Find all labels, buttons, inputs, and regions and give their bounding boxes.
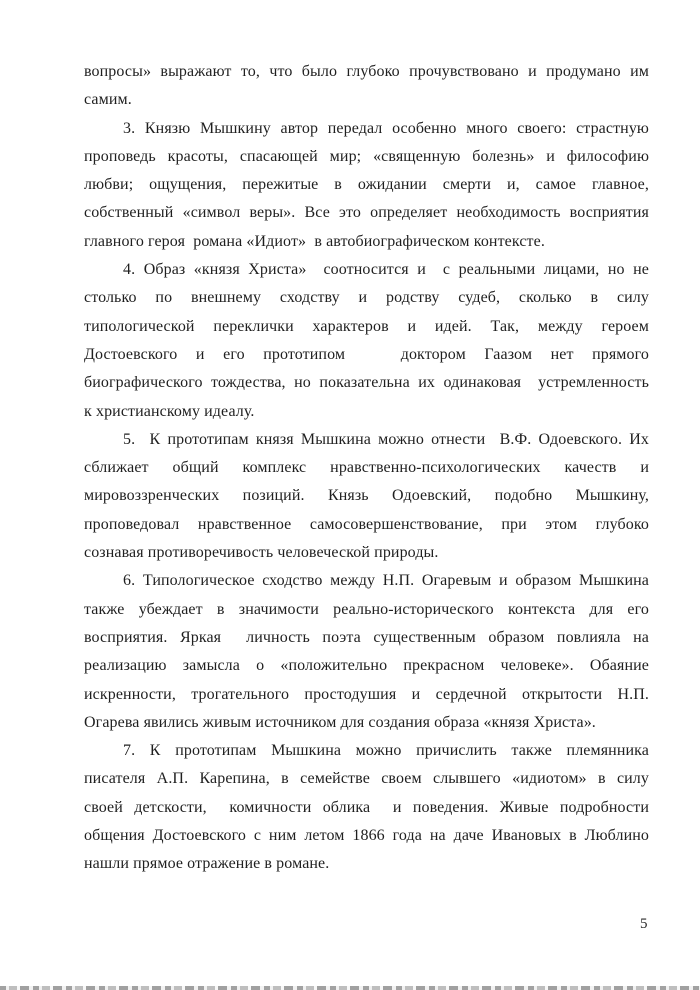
text-line: общения Достоевского с ним летом 1866 года на даче Ивановых в Люблино [84, 827, 649, 845]
text-line: 3. Князю Мышкину автор передал особенно много своего: страстную [123, 119, 649, 137]
text-line: проповедь красоты, спасающей мир; «священную болезнь» и философию [84, 147, 649, 165]
text-line: также убеждает в значимости реально-исторического контекста для его [84, 600, 649, 618]
text-line: самим. [84, 91, 132, 109]
text-line: реализацию замысла о «положительно прекрасном человеке». Обаяние [84, 657, 649, 675]
text-line: главного героя романа «Идиот» в автобиографическом контексте. [84, 232, 545, 250]
scan-edge-artifact [0, 986, 700, 990]
text-line: биографического тождества, но показательна их одинаковая устремленность [84, 374, 649, 392]
text-line: проповедовал нравственное самосовершенствование, при этом глубоко [84, 515, 649, 533]
text-line: сознавая противоречивость человеческой природы. [84, 544, 439, 562]
text-line: к христианскому идеалу. [84, 402, 255, 420]
text-line: 6. Типологическое сходство между Н.П. Огаревым и образом Мышкина [123, 572, 649, 590]
text-line: 7. К прототипам Мышкина можно причислить также племянника [123, 742, 649, 760]
text-line: восприятия. Яркая личность поэта существенным образом повлияла на [84, 628, 649, 646]
page-number: 5 [640, 916, 648, 932]
text-line: искренности, трогательного простодушия и сердечной открытости Н.П. [84, 685, 649, 703]
text-line: любви; ощущения, пережитые в ожидании смерти и, самое главное, [84, 176, 649, 194]
text-line: вопросы» выражают то, что было глубоко прочувствовано и продумано им [84, 63, 649, 80]
text-line: Достоевского и его прототипом доктором Гаазом нет прямого [84, 345, 649, 363]
text-line: сближает общий комплекс нравственно-психологических качеств и [84, 459, 649, 477]
text-line: мировоззренческих позиций. Князь Одоевский, подобно Мышкину, [84, 487, 649, 505]
text-line: Огарева явились живым источником для создания образа «князя Христа». [84, 713, 596, 731]
text-line: 5. К прототипам князя Мышкина можно отнести В.Ф. Одоевского. Их [123, 430, 649, 448]
text-line: своей детскости, комичности облика и поведения. Живые подробности [84, 798, 649, 816]
text-block [84, 58, 649, 879]
text-line: столько по внешнему сходству и родству судеб, сколько в силу [84, 289, 649, 307]
text-line: писателя А.П. Карепина, в семействе своем слывшего «идиотом» в силу [84, 770, 649, 788]
text-line: собственный «символ веры». Все это определяет необходимость восприятия [84, 204, 649, 222]
text-line: нашли прямое отражение в романе. [84, 855, 330, 873]
text-line: типологической переклички характеров и идей. Так, между героем [84, 317, 649, 335]
text-line: 4. Образ «князя Христа» соотносится и с реальными лицами, но не [123, 261, 649, 279]
